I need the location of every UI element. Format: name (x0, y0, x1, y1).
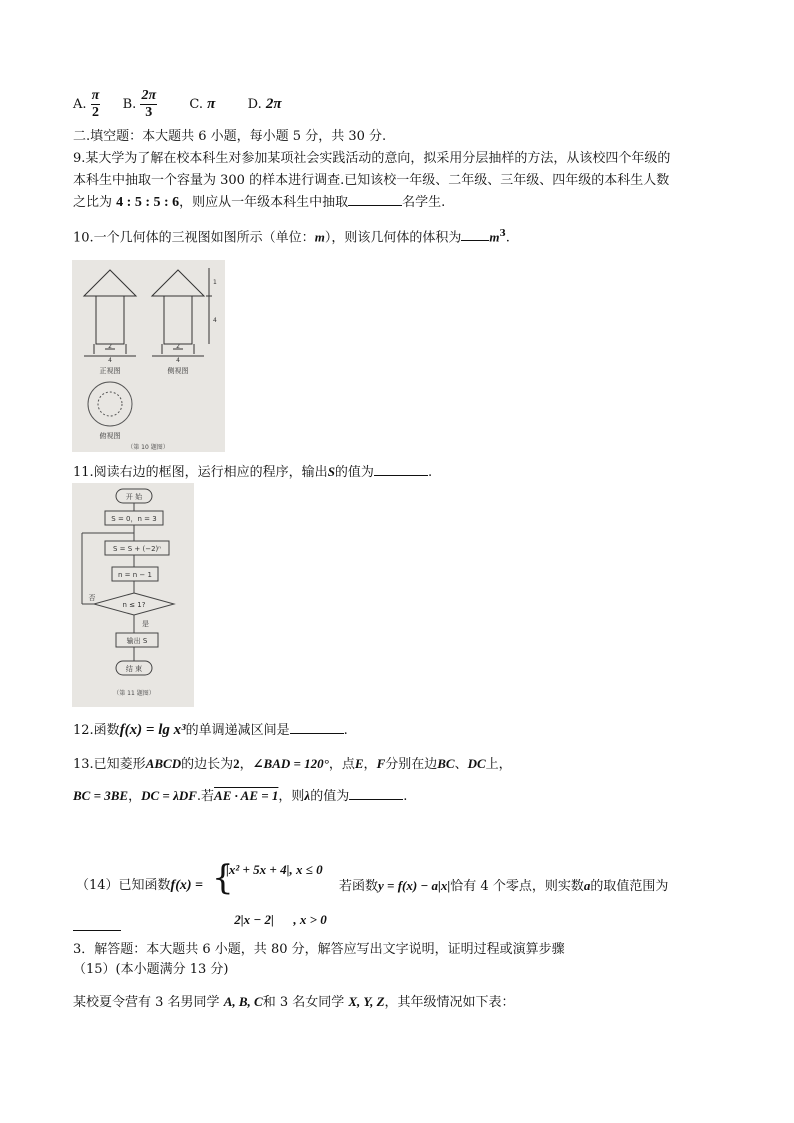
flow-init-label: S = 0，n = 3 (111, 515, 157, 523)
option-a-label: A. (73, 97, 87, 112)
front-dim-4: 4 (108, 357, 112, 364)
side-view (152, 268, 212, 356)
option-d-label: D. (247, 97, 262, 112)
q11-figure-caption: （第 11 题图） (113, 690, 155, 697)
option-c-value: π (207, 96, 216, 112)
q13-line2: BC = 3BE，DC = λDF.若AE · AE = 1，则λ的值为 . (73, 788, 408, 804)
flow-start-label: 开 始 (125, 493, 143, 501)
q10-text: 10.一个几何体的三视图如图所示（单位：m），则该几何体的体积为 $m^3$. (73, 229, 510, 246)
flow-cond-label: n ≤ 1? (122, 601, 146, 609)
top-view (88, 382, 132, 426)
q9-line2: 本科生中抽取一个容量为 300 的样本进行调查.已知该校一年级、二年级、三年级、四年级的本科生人数 (73, 173, 670, 188)
q11-answer-blank (374, 463, 428, 476)
q14-answer-blank (73, 930, 121, 931)
q14-case2: 2|x − 2| , x > 0 (234, 912, 327, 927)
q13-angle: ∠BAD = 120° (252, 756, 329, 771)
option-a-fraction: $\frac{\pi}{2}$ (91, 88, 100, 120)
q11-var-s: S (327, 464, 335, 479)
q9-ratio: 4 : 5 : 5 : 6 (116, 195, 180, 210)
flow-dec-label: n = n − 1 (118, 571, 152, 579)
q13-cond1: BC = 3BE (73, 788, 129, 803)
flow-end-label: 结 束 (125, 665, 143, 673)
q13-answer-blank (349, 787, 403, 800)
section3-title: 3．解答题：本大题共 6 小题，共 80 分，解答应写出文字说明，证明过程或演算步骤 (73, 942, 565, 957)
option-d-value: 2π (265, 96, 282, 112)
q10-unit-m: m (314, 229, 325, 245)
top-view-label: 俯视图 (99, 432, 121, 440)
option-b-label: B. (122, 97, 137, 112)
front-view-label: 正视图 (99, 367, 121, 375)
side-dim-4-height: 4 (213, 317, 217, 324)
q13-dot-product: AE · AE = 1 (214, 788, 279, 803)
q9-line3: 之比为 4 : 5 : 5 : 6，则应从一年级本科生中抽取 名学生. (73, 195, 446, 210)
q9-answer-blank (348, 193, 402, 206)
side-dim-4: 4 (176, 357, 180, 364)
flowchart-diagram (72, 483, 194, 707)
q14-pre: （14）已知函数f(x) = (76, 878, 204, 893)
q10-figure-caption: （第 10 题图） (127, 444, 169, 451)
q10-three-view-figure (72, 260, 225, 452)
q11-text: 11.阅读右边的框图，运行相应的程序，输出S的值为 . (73, 464, 433, 480)
q12-answer-blank (290, 721, 344, 734)
three-view-diagram (72, 260, 225, 452)
q12-formula: f(x) = lg x³ (119, 722, 186, 738)
q8-options (73, 88, 282, 121)
q10-answer-blank (461, 228, 489, 241)
q13-cond2: DC = λDF (141, 788, 197, 803)
front-dim-2: 2 (108, 343, 112, 350)
flow-no-label: 否 (88, 594, 96, 602)
q15-header: （15）(本小题满分 13 分) (73, 962, 229, 977)
q14-post: 若函数y = f(x) − a|x|恰有 4 个零点，则实数a的取值范围为 (339, 878, 669, 894)
section2-title: 二.填空题：本大题共 6 小题，每小题 5 分，共 30 分. (73, 129, 387, 144)
side-view-label: 侧视图 (167, 367, 189, 375)
q12-text: 12.函数f(x) = lg x³的单调递减区间是 . (73, 722, 348, 738)
option-b-fraction: $\frac{2\pi}{3}$ (141, 88, 157, 120)
flow-yes-label: 是 (142, 620, 149, 628)
side-dim-1: 1 (213, 279, 217, 286)
q9-line1: 9.某大学为了解在校本科生对参加某项社会实践活动的意向，拟采用分层抽样的方法，从该校四个年级的 (73, 151, 671, 166)
side-dim-2: 2 (176, 343, 180, 350)
q14-brace: { (212, 858, 234, 898)
option-c-label: C. (189, 97, 203, 112)
q14-case1: |x² + 5x + 4|, x ≤ 0 (226, 862, 323, 877)
q11-flowchart-figure (72, 483, 194, 707)
flow-output-label: 输出 S (126, 637, 148, 645)
q15-text: 某校夏令营有 3 名男同学 A, B, C和 3 名女同学 X, Y, Z，其年级情况如下表： (73, 994, 515, 1010)
flow-update-label: S = S + (−2)ⁿ (112, 545, 162, 553)
q13-line1: 13.已知菱形ABCD的边长为2，∠BAD = 120°，点E，F分别在边BC、DC上， (73, 756, 512, 772)
